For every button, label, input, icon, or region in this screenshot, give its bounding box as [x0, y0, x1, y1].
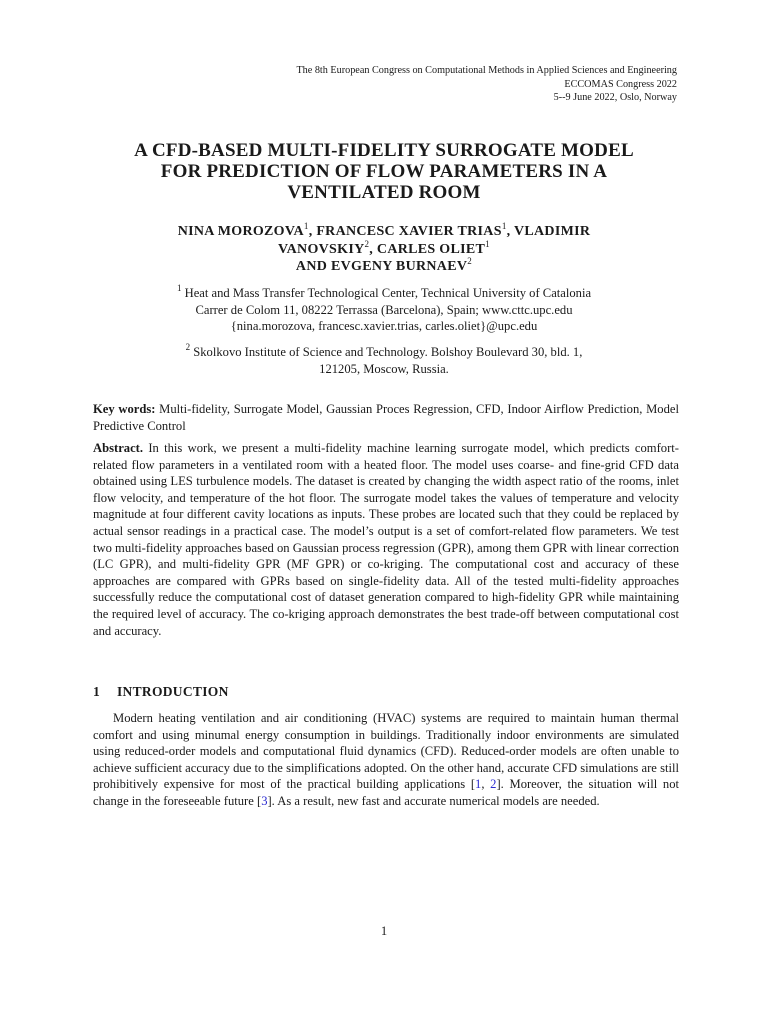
author-affiliation-mark: 1	[501, 221, 507, 231]
author-name: VANOVSKIY	[278, 241, 365, 257]
affiliation-line	[60, 344, 708, 361]
citation-link[interactable]: 2	[490, 777, 497, 792]
paragraph-text: Modern heating ventilation and air conditioning (HVAC) systems are required to maintain human thermal comfort and using minumal energy consumption in buildings. Traditionally indoor environments are simulated using reduced-order models and computational fluid dynamics (CFD). Reduced-order models are often unable to achieve sufficient accuracy due to the simplifications adopted. On the other hand, accurate CFD simulations are still prohibitively expensive for most of the practical building applications [	[93, 711, 679, 792]
author-line	[60, 258, 708, 276]
affiliation-2	[60, 344, 708, 377]
affiliation-mark: 1	[176, 283, 182, 293]
page-number: 1	[380, 924, 388, 938]
author-list	[60, 223, 708, 276]
abstract-text: In this work, we present a multi-fidelity machine learning surrogate model, which predicts comfort-related flow parameters in a ventilated room with a heated floor. The model uses coarse- and fine-grid CFD data obtained using LES turbulence models. The dataset is created by changing the width aspect ratio of the rooms, inlet flow velocity, and temperature of the hot floor. The surrogate model takes the values of temperature and velocity magnitude at four different cavity locations as inputs. These probes are located such that they could be replaced by actual sensor readings in a practical case. The model’s output is a set of comfort-related flow parameters. We test two multi-fidelity approaches based on Gaussian process regression (GPR), among them GPR with linear correction (LC GPR), and multi-fidelity GPR (MF GPR) or co-kriging. The computational cost and accuracy of these approaches are compared with GPRs based on single-fidelity data. All of the tested multi-fidelity approaches successfully reduce the computational cost of dataset generation compared to high-fidelity GPR while maintaining the required level of accuracy. The co-kriging approach demonstrates the best trade-off between computational cost and accuracy.	[93, 441, 679, 638]
author-affiliation-mark: 1	[303, 221, 309, 231]
section-number: 1	[93, 684, 101, 699]
affiliation-address: 121205, Moscow, Russia.	[319, 361, 449, 376]
introduction-paragraph	[93, 710, 679, 810]
conference-header	[296, 64, 677, 105]
paragraph-text: ]. As a result, new fast and accurate numerical models are needed.	[267, 793, 600, 808]
affiliation-mark: 2	[185, 342, 191, 352]
author-line	[60, 223, 708, 241]
affiliation-institution: Heat and Mass Transfer Technological Center, Technical University of Catalonia	[184, 286, 592, 300]
keywords-label: Key words:	[93, 402, 156, 416]
author-name: EVGENY BURNAEV	[330, 259, 468, 274]
author-affiliation-mark: 1	[485, 238, 490, 249]
affiliation-address: Carrer de Colom 11, 08222 Terrassa (Barcelona), Spain; www.cttc.upc.edu	[195, 302, 573, 317]
abstract	[93, 440, 679, 639]
title-line: VENTILATED ROOM	[287, 182, 481, 203]
author-name: CARLES OLIET	[376, 241, 486, 257]
author-separator: ,	[369, 241, 377, 257]
paper-title	[60, 140, 708, 203]
section-title: INTRODUCTION	[117, 684, 229, 699]
author-separator: , VLADIMIR	[506, 224, 591, 239]
keywords-text: Multi-fidelity, Surrogate Model, Gaussian Proces Regression, CFD, Indoor Airflow Prediction, Model Predictive Control	[93, 402, 679, 433]
affiliation-institution: Skolkovo Institute of Science and Technology. Bolshoy Boulevard 30, bld. 1,	[193, 345, 583, 359]
author-affiliation-mark: 2	[467, 256, 473, 266]
paragraph-text: ]. Moreover, the situation will not change in the foreseeable future [	[93, 777, 679, 808]
conference-short-name: ECCOMAS Congress 2022	[564, 78, 677, 90]
affiliation-emails: {nina.morozova, francesc.xavier.trias, carles.oliet}@upc.edu	[230, 319, 538, 333]
author-line	[60, 238, 708, 259]
title-line: A CFD-BASED MULTI-FIDELITY SURROGATE MODEL	[134, 140, 634, 161]
citation-link[interactable]: 3	[261, 793, 268, 808]
author-name: NINA MOROZOVA	[177, 224, 304, 239]
conference-date-location: 5--9 June 2022, Oslo, Norway	[553, 92, 677, 103]
author-separator: ,	[308, 224, 317, 239]
affiliation-line	[60, 285, 708, 302]
affiliation-1	[60, 285, 708, 335]
conference-name: The 8th European Congress on Computational Methods in Applied Sciences and Engineering	[296, 65, 677, 76]
abstract-label: Abstract.	[93, 441, 144, 455]
author-conjunction: AND	[295, 259, 331, 274]
author-affiliation-mark: 2	[364, 238, 370, 249]
keywords	[93, 401, 679, 434]
paragraph-text: ,	[481, 777, 491, 792]
author-name: FRANCESC XAVIER TRIAS	[316, 224, 502, 239]
title-line: FOR PREDICTION OF FLOW PARAMETERS IN A	[160, 161, 608, 182]
section-heading	[93, 684, 229, 700]
citation-link[interactable]: 1	[475, 777, 482, 792]
